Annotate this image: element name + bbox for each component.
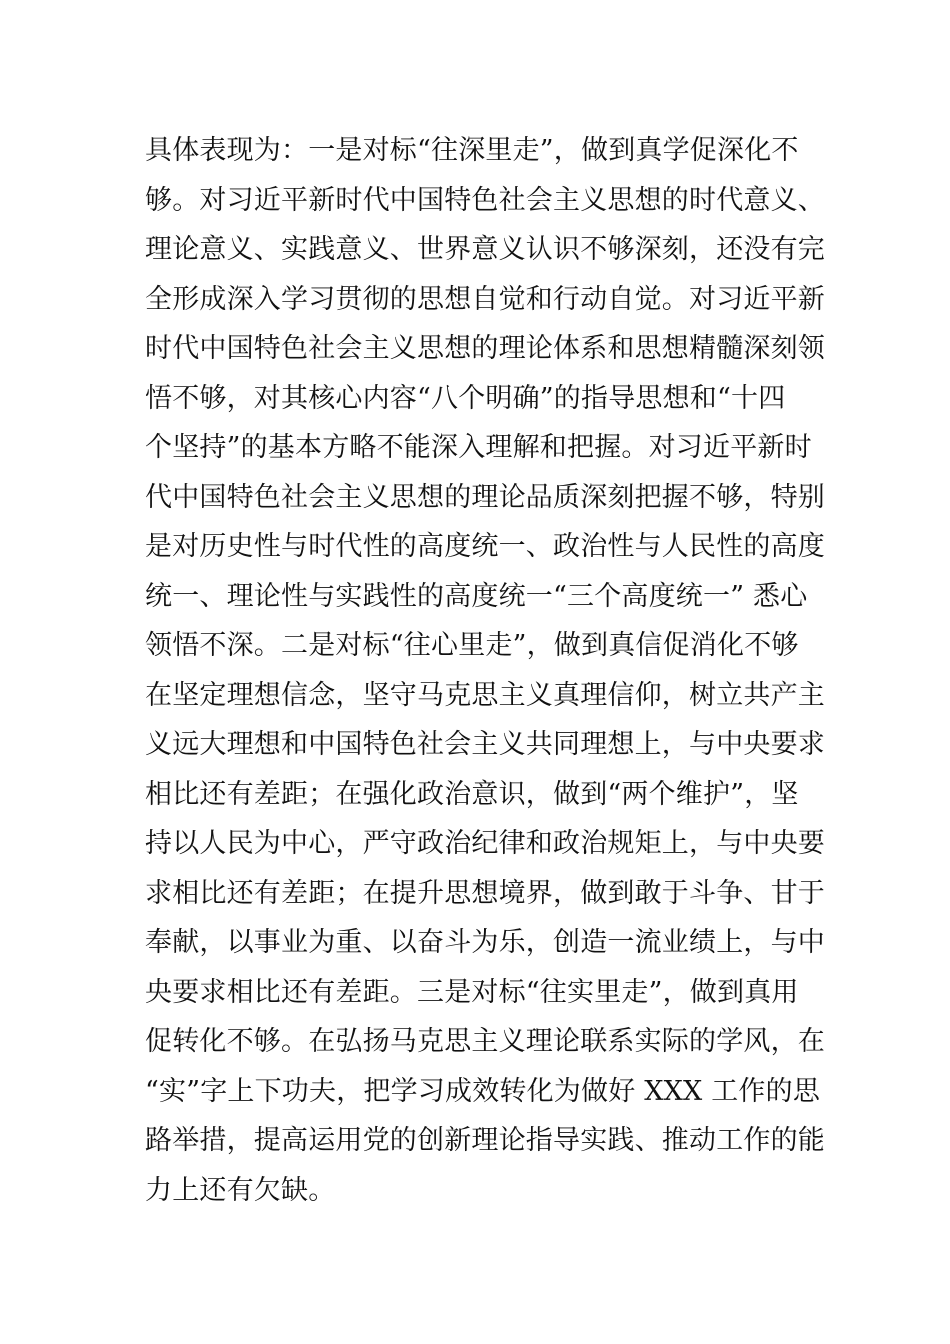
paragraph-line: 央要求相比还有差距。三是对标“往实里走”，做到真用	[145, 976, 799, 1008]
paragraph-line: 路举措，提高运用党的创新理论指导实践、推动工作的能	[145, 1125, 825, 1156]
paragraph-line: 个坚持”的基本方略不能深入理解和把握。对习近平新时	[145, 432, 812, 463]
paragraph-line: 求相比还有差距；在提升思想境界，做到敢于斗争、甘于	[145, 877, 825, 909]
paragraph-line: 具体表现为：一是对标“往深里走”，做到真学促深化不	[145, 135, 799, 166]
paragraph-line: 理论意义、实践意义、世界意义认识不够深刻，还没有完	[145, 234, 825, 265]
paragraph-line: 持以人民为中心，严守政治纪律和政治规矩上，与中央要	[145, 828, 825, 859]
paragraph-line: 义远大理想和中国特色社会主义共同理想上，与中央要求	[145, 729, 825, 760]
paragraph-line: 相比还有差距；在强化政治意识，做到“两个维护”，坚	[145, 778, 799, 810]
body-paragraph	[145, 126, 825, 1215]
paragraph-line: 在坚定理想信念，坚守马克思主义真理信仰，树立共产主	[145, 679, 825, 711]
paragraph-line: 代中国特色社会主义思想的理论品质深刻把握不够，特别	[145, 481, 825, 513]
paragraph-line: 力上还有欠缺。	[145, 1174, 336, 1206]
paragraph-line: 促转化不够。在弘扬马克思主义理论联系实际的学风，在	[145, 1026, 825, 1057]
paragraph-line: 奉献，以事业为重、以奋斗为乐，创造一流业绩上，与中	[145, 927, 825, 958]
paragraph-line: 时代中国特色社会主义思想的理论体系和思想精髓深刻领	[145, 333, 825, 364]
paragraph-line: 是对历史性与时代性的高度统一、政治性与人民性的高度	[145, 531, 825, 562]
paragraph-line: 领悟不深。二是对标“往心里走”，做到真信促消化不够	[145, 630, 799, 661]
paragraph-line: 够。对习近平新时代中国特色社会主义思想的时代意义、	[145, 184, 825, 216]
paragraph-line: “实”字上下功夫，把学习成效转化为做好 XXX 工作的思	[145, 1075, 821, 1107]
paragraph-line: 悟不够，对其核心内容“八个明确”的指导思想和“十四	[145, 382, 786, 414]
paragraph-line: 全形成深入学习贯彻的思想自觉和行动自觉。对习近平新	[145, 283, 825, 315]
paragraph-line: 统一、理论性与实践性的高度统一“三个高度统一” 悉心	[145, 580, 808, 612]
